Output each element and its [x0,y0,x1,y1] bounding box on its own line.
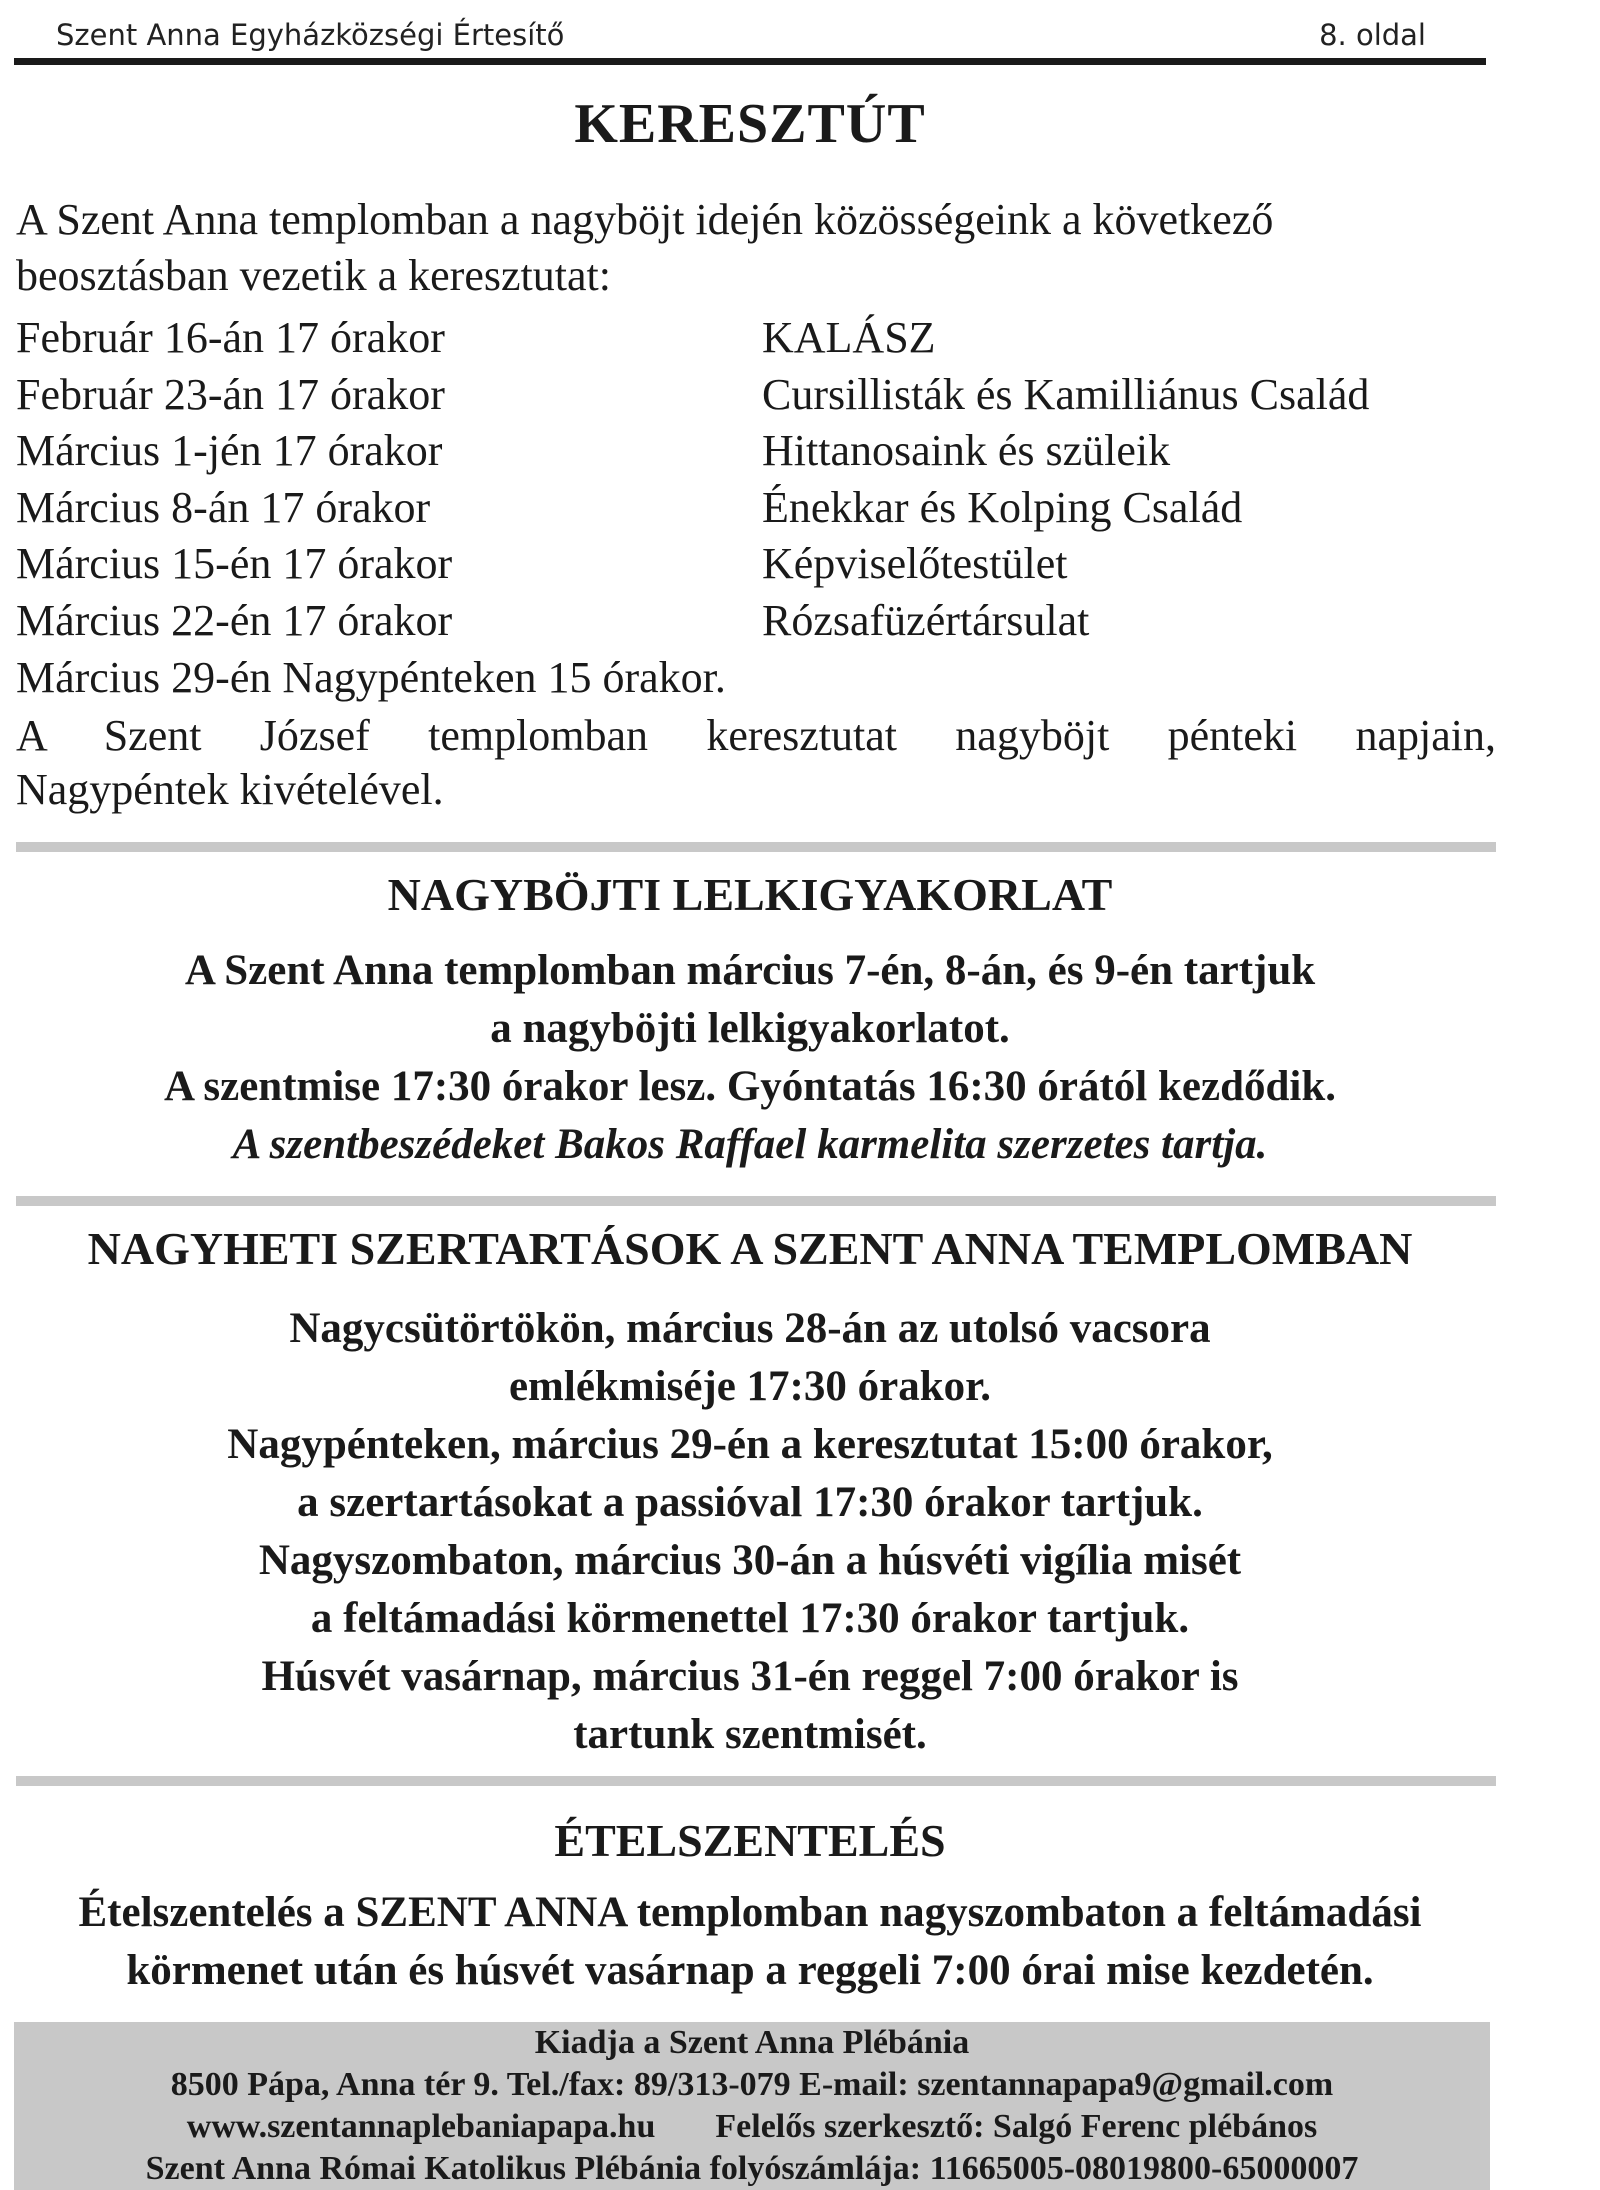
footer-website: www.szentannaplebaniapapa.hu [186,2108,656,2145]
schedule-community: Hittanosaink és szüleik [762,426,1171,475]
nagyhet-line: Nagyszombaton, március 30-án a húsvéti vigília misét [258,1537,1242,1584]
schedule-row [16,312,1496,369]
footer-web-editor [14,2106,1490,2148]
schedule-community: Képviselőtestület [762,539,1068,588]
schedule-row [16,425,1496,482]
section-divider [16,842,1496,852]
publisher-footer [14,2022,1490,2190]
etelszenteles-title: ÉTELSZENTELÉS [554,1815,946,1866]
nagyhet-line: Nagycsütörtökön, március 28-án az utolsó vacsora [289,1305,1211,1352]
lelkigyakorlat-body [0,946,1500,1178]
schedule-community: Cursillisták és Kamilliánus Család [762,369,1370,419]
lelkigyakorlat-preacher-line: A szentbeszédeket Bakos Raffael karmelita szerzetes tartja. [232,1121,1268,1168]
etelszenteles-line: körmenet után és húsvét vasárnap a reggeli 7:00 órai mise kezdetén. [126,1947,1374,1994]
nagyhet-line: emlékmiséje 17:30 órakor. [508,1363,992,1410]
schedule-date: Március 15-én 17 órakor [16,539,453,588]
szent-jozsef-line-2: Nagypéntek kivételével. [16,765,444,814]
keresztut-title: KERESZTÚT [574,93,926,155]
schedule-date: Március 22-én 17 órakor [16,595,453,645]
lelkigyakorlat-line: A szentmise 17:30 órakor lesz. Gyóntatás 16:30 órától kezdődik. [163,1063,1337,1110]
footer-editor: Felelős szerkesztő: Salgó Ferenc plébános [715,2108,1318,2145]
schedule-community: Énekkar és Kolping Család [762,482,1243,532]
lelkigyakorlat-title: NAGYBÖJTI LELKIGYAKORLAT [387,869,1113,920]
footer-account: Szent Anna Római Katolikus Plébánia folyószámlája: 11665005-08019800-65000007 [145,2150,1359,2187]
nagyhet-line: Nagypénteken, március 29-én a keresztutat 15:00 órakor, [227,1421,1273,1468]
nagyhet-body [0,1304,1500,1768]
nagyhet-line: tartunk szentmisét. [573,1711,927,1758]
page-header [14,12,1486,65]
keresztut-intro: A Szent Anna templomban a nagyböjt idején közösségeink a következő beosztásban vezetik a keresztutat: [16,195,1274,300]
nagyhet-line: a szertartásokat a passióval 17:30 órakor tartjuk. [297,1479,1203,1526]
good-friday-line: Március 29-én Nagypénteken 15 órakor. [16,653,726,702]
schedule-row [16,538,1496,595]
section-divider [16,1776,1496,1786]
section-divider [16,1196,1496,1206]
schedule-date: Március 1-jén 17 órakor [16,426,443,475]
schedule-row [16,595,1496,652]
page-number: 8. oldal [1319,18,1426,52]
schedule-row [16,369,1496,426]
szent-jozsef-line-1: A Szent József templomban keresztutat nagyböjt pénteki napjain, [16,711,1496,760]
publication-title: Szent Anna Egyházközségi Értesítő [56,18,565,52]
schedule-community: KALÁSZ [762,313,936,362]
nagyhet-line: Húsvét vasárnap, március 31-én reggel 7:00 órakor is [261,1653,1239,1700]
schedule-date: Február 23-án 17 órakor [16,369,445,419]
footer-address: 8500 Pápa, Anna tér 9. Tel./fax: 89/313-079 E-mail: szentannapapa9@gmail.com [170,2066,1334,2103]
nagyhet-line: a feltámadási körmenettel 17:30 órakor tartjuk. [310,1595,1190,1642]
schedule-date: Március 8-án 17 órakor [16,482,431,532]
schedule-row [16,482,1496,539]
footer-publisher: Kiadja a Szent Anna Plébánia [534,2024,970,2061]
etelszenteles-line: Ételszentelés a SZENT ANNA templomban nagyszombaton a feltámadási [78,1889,1422,1936]
nagyhet-title: NAGYHETI SZERTARTÁSOK A SZENT ANNA TEMPLOMBAN [87,1223,1413,1274]
schedule-community: Rózsafüzértársulat [762,595,1090,645]
lelkigyakorlat-line: A Szent Anna templomban március 7-én, 8-án, és 9-én tartjuk [184,947,1316,994]
schedule-date: Február 16-án 17 órakor [16,313,445,362]
keresztut-schedule [16,312,1496,651]
lelkigyakorlat-line: a nagyböjti lelkigyakorlatot. [490,1005,1010,1052]
etelszenteles-body [0,1888,1500,2004]
